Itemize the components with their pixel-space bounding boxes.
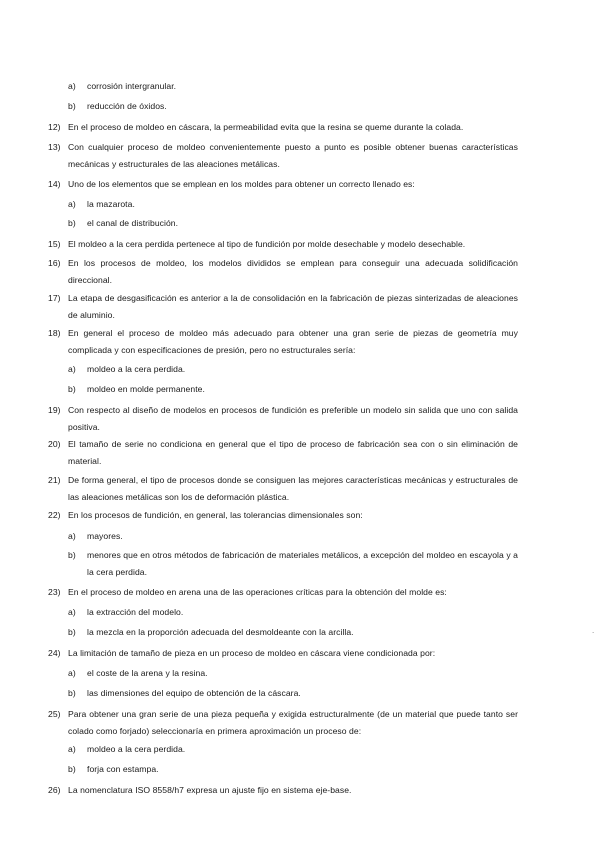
question-24 [48,645,518,662]
question-text: En los procesos de moldeo, los modelos divididos se emplean para conseguir una adecuada solidificación direccional. [68,258,518,285]
question-number: 12) [48,122,61,132]
question-number: 21) [48,475,61,485]
question-14 [48,176,518,193]
option-letter: a) [68,364,76,374]
option-letter: b) [68,550,76,560]
option-text: mayores. [87,531,123,541]
question-text: Con cualquier proceso de moldeo convenientemente puesto a punto es posible obtener buenas características mecánicas y estructurales de las aleaciones metálicas. [68,142,518,169]
margin-mark: . [592,626,595,635]
question-19 [48,402,518,436]
option-letter: b) [68,101,76,111]
question-text: De forma general, el tipo de procesos donde se consiguen las mejores características mecánicas y estructurales de las aleaciones metálicas son los de deformación plástica. [68,475,518,502]
question-text: Con respecto al diseño de modelos en procesos de fundición es preferible un modelo sin salida que uno con salida positiva. [68,405,518,432]
option-text: el canal de distribución. [87,218,179,228]
option-letter: a) [68,668,76,678]
question-13 [48,139,518,173]
option-text: menores que en otros métodos de fabricación de materiales metálicos, a excepción del moldeo en escayola y a la cera perdida. [87,550,518,577]
question-text: En los procesos de fundición, en general, las tolerancias dimensionales son: [68,510,363,520]
option-text: moldeo a la cera perdida. [87,364,186,374]
option-b [68,215,518,232]
option-text: las dimensiones del equipo de obtención de la cáscara. [87,688,301,698]
option-letter: b) [68,384,76,394]
question-number: 13) [48,142,61,152]
option-text: el coste de la arena y la resina. [87,668,208,678]
option-text: la extracción del modelo. [87,607,184,617]
option-a [68,741,518,758]
option-a [68,604,518,621]
question-text: En general el proceso de moldeo más adecuado para obtener una gran serie de piezas de geometría muy complicada y con especificaciones de presión, pero no estructurales sería: [68,328,518,355]
option-letter: b) [68,688,76,698]
question-text: Uno de los elementos que se emplean en los moldes para obtener un correcto llenado es: [68,179,415,189]
option-b [68,547,518,581]
option-a [68,665,518,682]
question-number: 22) [48,510,61,520]
option-b [68,761,518,778]
option-letter: a) [68,199,76,209]
option-b [68,685,518,702]
option-letter: a) [68,607,76,617]
question-text: El tamaño de serie no condiciona en general que el tipo de proceso de fabricación sea con o sin eliminación de material. [68,439,518,466]
option-text: moldeo a la cera perdida. [87,744,186,754]
question-number: 17) [48,293,61,303]
question-text: En el proceso de moldeo en arena una de las operaciones críticas para la obtención del molde es: [68,587,447,597]
option-letter: b) [68,764,76,774]
question-26 [48,782,518,799]
question-text: En el proceso de moldeo en cáscara, la permeabilidad evita que la resina se queme durante la colada. [68,122,464,132]
question-number: 26) [48,785,61,795]
question-20 [48,436,518,470]
question-25 [48,706,518,740]
question-number: 15) [48,239,61,249]
question-number: 23) [48,587,61,597]
option-letter: a) [68,744,76,754]
question-number: 25) [48,709,61,719]
option-text: moldeo en molde permanente. [87,384,205,394]
question-text: Para obtener una gran serie de una pieza pequeña y exigida estructuralmente (de un material que puede tanto ser colado como forjado) seleccionaría en primera aproximación un proceso de: [68,709,518,736]
option-text: la mezcla en la proporción adecuada del desmoldeante con la arcilla. [87,627,354,637]
option-letter: b) [68,218,76,228]
question-22 [48,507,518,524]
question-number: 14) [48,179,61,189]
option-a [68,528,518,545]
question-text: El moldeo a la cera perdida pertenece al tipo de fundición por molde desechable y modelo desechable. [68,239,466,249]
option-text: reducción de óxidos. [87,101,167,111]
option-letter: a) [68,531,76,541]
question-21 [48,472,518,506]
question-text: La limitación de tamaño de pieza en un proceso de moldeo en cáscara viene condicionada por: [68,648,436,658]
question-number: 20) [48,439,61,449]
question-text: La nomenclatura ISO 8558/h7 expresa un ajuste fijo en sistema eje-base. [68,785,352,795]
question-text: La etapa de desgasificación es anterior a la de consolidación en la fabricación de piezas sinterizadas de aleaciones de aluminio. [68,293,518,320]
question-number: 24) [48,648,61,658]
option-a [68,361,518,378]
question-17 [48,290,518,324]
question-number: 19) [48,405,61,415]
option-text: forja con estampa. [87,764,159,774]
question-12 [48,119,518,136]
question-number: 18) [48,328,61,338]
option-a [68,196,518,213]
question-16 [48,255,518,289]
option-a [68,78,518,95]
option-letter: a) [68,81,76,91]
option-b [68,624,518,641]
option-b [68,381,518,398]
option-b [68,98,518,115]
question-23 [48,584,518,601]
question-15 [48,236,518,253]
option-text: corrosión intergranular. [87,81,177,91]
question-number: 16) [48,258,61,268]
option-letter: b) [68,627,76,637]
option-text: la mazarota. [87,199,135,209]
question-18 [48,325,518,359]
